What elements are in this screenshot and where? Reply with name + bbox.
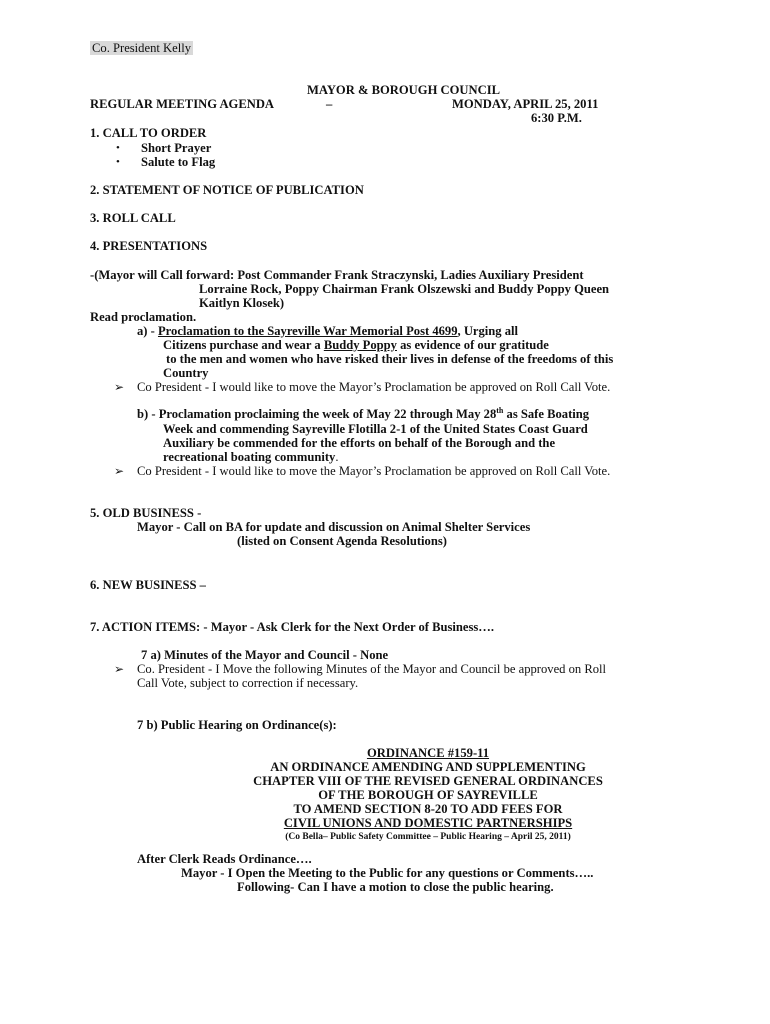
old-business-line: (listed on Consent Agenda Resolutions) [237,534,447,548]
presentations-call-line: Kaitlyn Klosek) [199,296,285,310]
agenda-label: REGULAR MEETING AGENDA [90,97,275,111]
header-tag: Co. President Kelly [92,41,191,55]
ordinance-title-line: OF THE BOROUGH OF SAYREVILLE [318,788,538,802]
proclamation-a-line: a) - Proclamation to the Sayreville War Memorial Post 4699, Urging all [137,324,519,338]
presentations-call-line: Lorraine Rock, Poppy Chairman Frank Olszewski and Buddy Poppy Queen [199,282,610,296]
meeting-date: MONDAY, APRIL 25, 2011 [452,97,599,111]
agenda-dash: – [326,97,333,111]
proclamation-b-line: Week and commending Sayreville Flotilla 2-1 of the United States Coast Guard [163,422,588,436]
presentations-call-line: -(Mayor will Call forward: Post Commander Frank Straczynski, Ladies Auxiliary President [90,268,584,282]
proclamation-b-line: Auxiliary be commended for the efforts on behalf of the Borough and the [163,436,556,450]
arrow-bullet-icon: ➢ [114,380,125,394]
mayor-open-line: Mayor - I Open the Meeting to the Public for any questions or Comments….. [181,866,594,880]
list-item: Short Prayer [141,141,212,155]
section-heading-new-business: 6. NEW BUSINESS – [90,578,206,592]
close-hearing-line: Following- Can I have a motion to close the public hearing. [237,880,554,894]
after-clerk-line: After Clerk Reads Ordinance…. [137,852,312,866]
ordinance-title-line: CIVIL UNIONS AND DOMESTIC PARTNERSHIPS [283,816,573,830]
section-heading-presentations: 4. PRESENTATIONS [90,239,208,253]
list-item: Salute to Flag [141,155,216,169]
proclamation-a-line: to the men and women who have risked their lives in defense of the freedoms of this [166,352,614,366]
section-heading-old-business: 5. OLD BUSINESS - [90,506,202,520]
ordinance-number: ORDINANCE #159-11 [366,746,490,760]
motion-text: Co President - I would like to move the Mayor’s Proclamation be approved on Roll Call Vote. [137,380,611,394]
public-hearing-heading: 7 b) Public Hearing on Ordinance(s): [137,718,337,732]
section-heading-roll-call: 3. ROLL CALL [90,211,176,225]
old-business-line: Mayor - Call on BA for update and discussion on Animal Shelter Services [137,520,531,534]
ordinance-title-line: TO AMEND SECTION 8-20 TO ADD FEES FOR [293,802,563,816]
read-proclamation: Read proclamation. [90,310,197,324]
minutes-heading: 7 a) Minutes of the Mayor and Council - None [141,648,389,662]
section-heading-action-items: 7. ACTION ITEMS: - Mayor - Ask Clerk for the Next Order of Business…. [90,620,495,634]
bullet-icon: • [116,142,120,154]
arrow-bullet-icon: ➢ [114,464,125,478]
proclamation-b-line: recreational boating community. [163,450,339,464]
bullet-icon: • [116,156,120,168]
meeting-time: 6:30 P.M. [531,111,582,125]
arrow-bullet-icon: ➢ [114,662,125,676]
ordinance-title-line: AN ORDINANCE AMENDING AND SUPPLEMENTING [270,760,586,774]
motion-text: Co President - I would like to move the Mayor’s Proclamation be approved on Roll Call Vote. [137,464,611,478]
ordinance-title-line: CHAPTER VIII OF THE REVISED GENERAL ORDINANCES [253,774,603,788]
motion-text: Call Vote, subject to correction if necessary. [137,676,359,690]
document-title: MAYOR & BOROUGH COUNCIL [307,83,500,97]
ordinance-note: (Co Bella– Public Safety Committee – Public Hearing – April 25, 2011) [285,832,571,842]
proclamation-a-title: Proclamation to the Sayreville War Memorial Post 4699 [157,324,458,338]
section-heading-call-to-order: 1. CALL TO ORDER [90,126,207,140]
proclamation-b-line: b) - Proclamation proclaiming the week of May 22 through May 28th as Safe Boating [137,405,590,421]
motion-text: Co. President - I Move the following Minutes of the Mayor and Council be approved on Roll [137,662,607,676]
proclamation-a-line: Country [163,366,209,380]
section-heading-notice: 2. STATEMENT OF NOTICE OF PUBLICATION [90,183,364,197]
buddy-poppy-text: Buddy Poppy [323,338,397,352]
proclamation-a-line: Citizens purchase and wear a Buddy Poppy as evidence of our gratitude [163,338,549,352]
